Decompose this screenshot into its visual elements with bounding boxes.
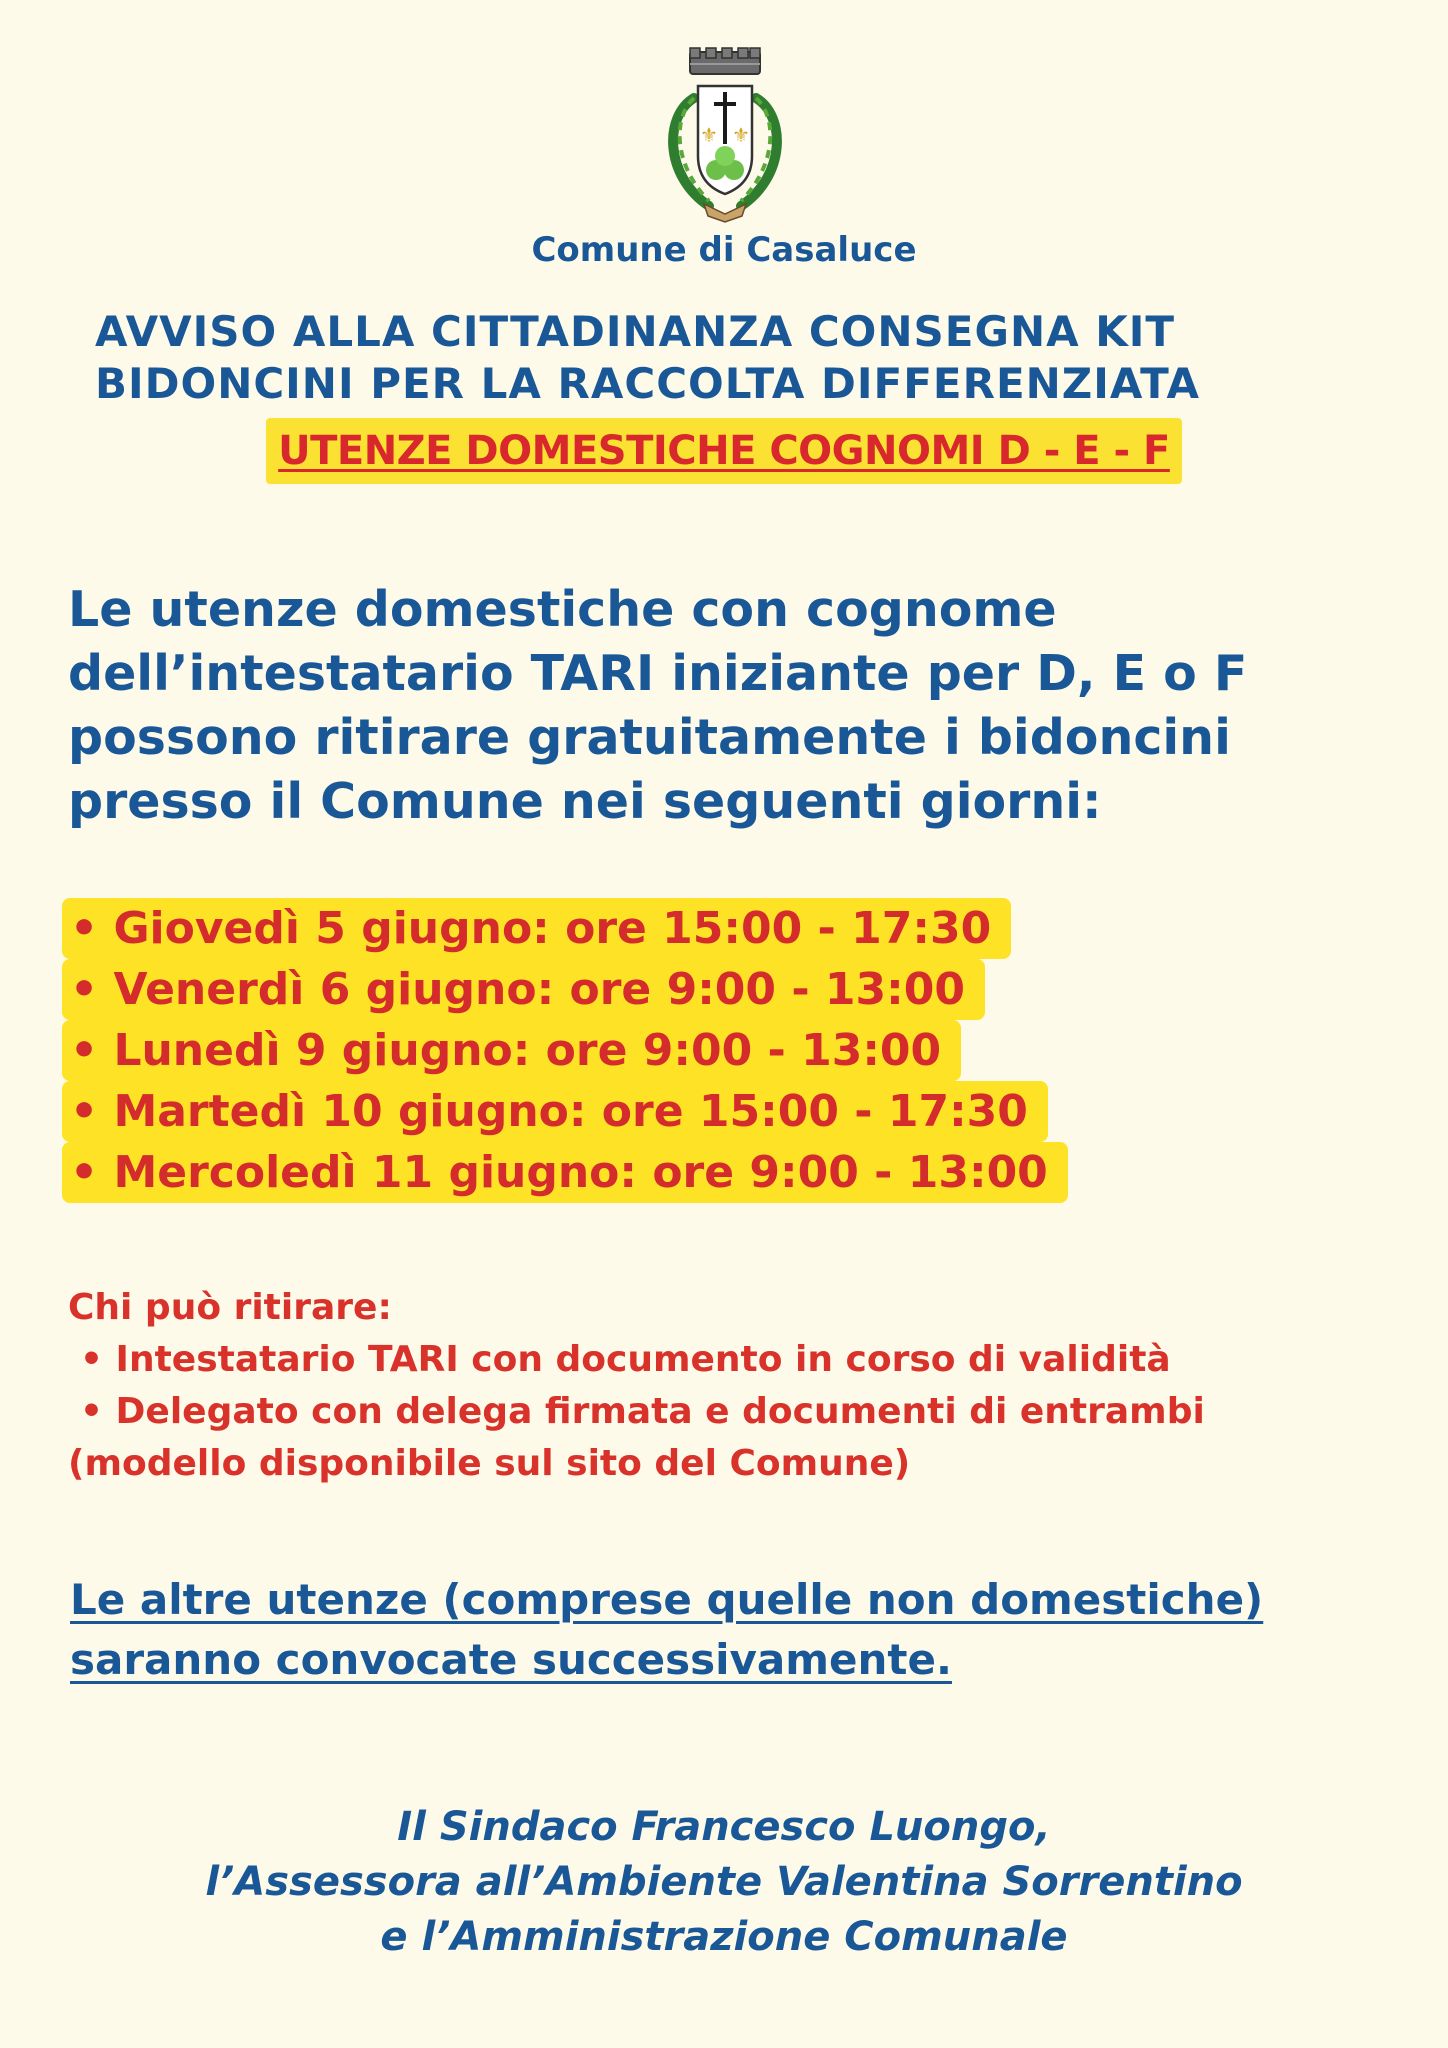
schedule-item: • Lunedì 9 giugno: ore 9:00 - 13:00: [62, 1020, 961, 1081]
schedule-list: [62, 898, 1068, 1203]
who-can-collect-heading: Chi può ritirare:: [68, 1287, 392, 1328]
schedule-item: • Martedì 10 giugno: ore 15:00 - 17:30: [62, 1081, 1048, 1142]
who-can-collect-item: • Delegato con delega firmata e documenti di entrambi: [80, 1391, 1205, 1432]
schedule-item: • Mercoledì 11 giugno: ore 9:00 - 13:00: [62, 1142, 1068, 1203]
schedule-item: • Venerdì 6 giugno: ore 9:00 - 13:00: [62, 959, 985, 1020]
who-can-collect-item: • Intestatario TARI con documento in corso di validità: [80, 1339, 1171, 1380]
intro-line: dell’intestatario TARI iniziante per D, E o F: [68, 645, 1248, 702]
signature-block: [0, 1800, 1448, 1965]
who-can-collect-note: (modello disponibile sul sito del Comune): [68, 1443, 911, 1484]
other-users-line: saranno convocate successivamente.: [70, 1635, 952, 1684]
signature-line: e l’Amministrazione Comunale: [380, 1914, 1068, 1960]
intro-line: presso il Comune nei seguenti giorni:: [68, 773, 1102, 830]
other-users-line: Le altre utenze (comprese quelle non domestiche): [70, 1575, 1264, 1624]
signature-line: Il Sindaco Francesco Luongo,: [397, 1804, 1051, 1850]
intro-line: Le utenze domestiche con cognome: [68, 581, 1057, 638]
subtitle-container: [0, 418, 1448, 484]
svg-text:⚜: ⚜: [700, 123, 718, 147]
signature-line: l’Assessora all’Ambiente Valentina Sorrentino: [205, 1859, 1243, 1905]
who-can-collect-list: [80, 1334, 1205, 1438]
schedule-item: • Giovedì 5 giugno: ore 15:00 - 17:30: [62, 898, 1011, 959]
notice-subtitle: UTENZE DOMESTICHE COGNOMI D - E - F: [266, 418, 1182, 484]
notice-title-line: AVVISO ALLA CITTADINANZA CONSEGNA KIT: [95, 307, 1176, 356]
notice-title: [95, 306, 1395, 410]
svg-text:⚜: ⚜: [732, 123, 750, 147]
coat-of-arms-icon: [654, 46, 796, 224]
notice-title-line: BIDONCINI PER LA RACCOLTA DIFFERENZIATA: [95, 359, 1201, 408]
intro-paragraph: [68, 578, 1408, 834]
municipality-name: Comune di Casaluce: [531, 230, 917, 270]
intro-line: possono ritirare gratuitamente i bidoncini: [68, 709, 1231, 766]
other-users-notice: [70, 1570, 1263, 1690]
